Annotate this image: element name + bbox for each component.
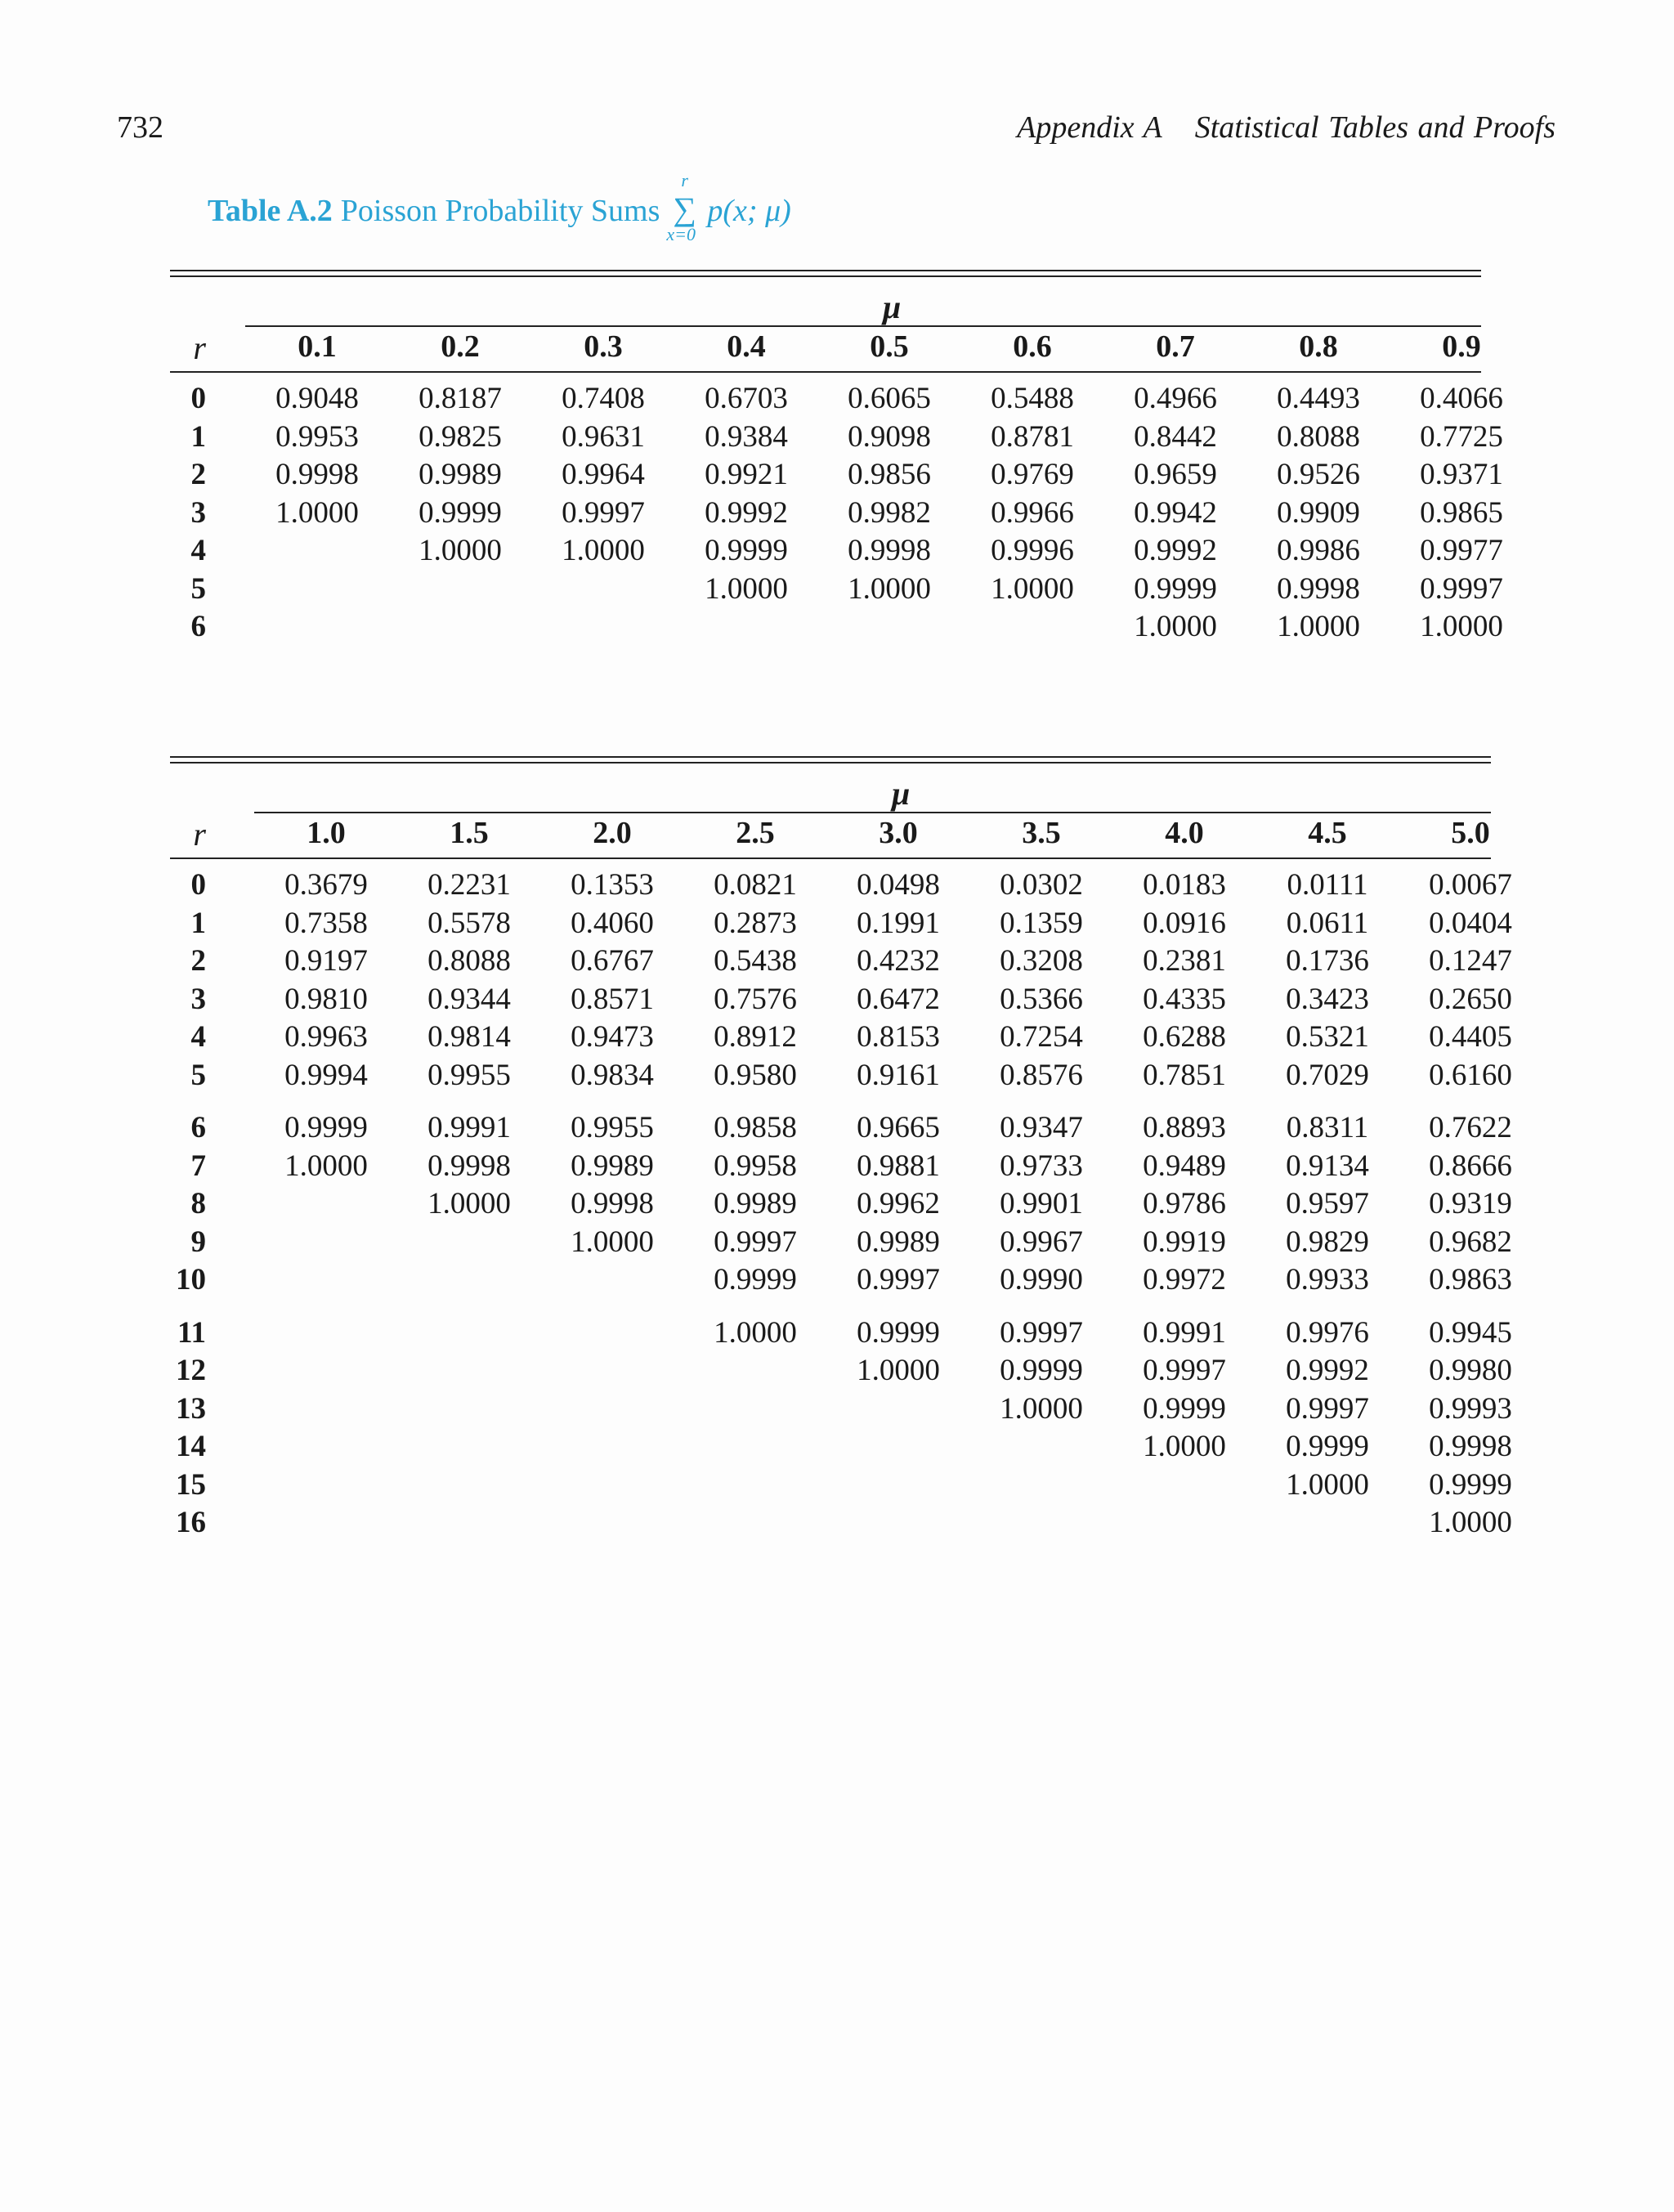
table-cell: 1.0000 [1143, 1430, 1226, 1463]
column-header: 0.8 [1299, 329, 1338, 364]
table-cell: 1.0000 [1277, 610, 1360, 643]
table-cell: 0.9384 [705, 419, 788, 454]
row-label-r: 9 [190, 1225, 206, 1259]
table-cell: 0.9999 [857, 1315, 940, 1350]
table-cell: 0.9991 [1143, 1315, 1226, 1350]
table-cell: 0.9901 [1000, 1187, 1083, 1220]
table-cell: 0.3208 [1000, 944, 1083, 978]
table-cell: 0.9953 [275, 419, 359, 454]
table-cell: 1.0000 [427, 1187, 511, 1220]
table-cell: 0.9982 [848, 495, 931, 530]
table-cell: 0.9998 [848, 534, 931, 567]
table-top-rule [170, 756, 1491, 763]
table-cell: 0.9992 [705, 495, 788, 530]
table-cell: 0.9986 [1277, 534, 1360, 567]
table-cell: 0.4335 [1143, 982, 1226, 1016]
table-cell: 1.0000 [284, 1149, 368, 1183]
table-caption-label: Table A.2 [208, 194, 333, 228]
table-cell: 0.9098 [848, 419, 931, 454]
column-header: 4.5 [1308, 816, 1347, 850]
table-cell: 0.7576 [714, 982, 797, 1016]
table-cell: 0.9997 [857, 1263, 940, 1296]
row-label-r: 2 [190, 458, 206, 491]
table-cell: 0.9990 [1000, 1263, 1083, 1296]
table-cell: 0.9958 [714, 1149, 797, 1183]
table-cell: 0.9863 [1429, 1263, 1512, 1296]
table-cell: 0.5321 [1286, 1020, 1369, 1054]
table-cell: 0.9489 [1143, 1149, 1226, 1183]
table-cell: 0.0821 [714, 868, 797, 902]
summation-upper-limit: r [681, 170, 688, 190]
column-header: 0.7 [1156, 329, 1195, 364]
table-cell: 0.7029 [1286, 1058, 1369, 1092]
column-header-row [170, 815, 1491, 851]
column-header: 2.0 [593, 816, 632, 850]
table-cell: 0.9991 [427, 1111, 511, 1144]
column-header: 3.5 [1022, 816, 1061, 850]
column-header: 0.4 [727, 329, 766, 364]
row-label-r: 3 [190, 982, 206, 1016]
table-caption [208, 170, 791, 244]
table-cell: 0.9909 [1277, 495, 1360, 530]
table-row [170, 943, 1512, 981]
table-cell: 0.9997 [714, 1225, 797, 1259]
table-cell: 0.9881 [857, 1149, 940, 1183]
table-cell: 0.5488 [991, 382, 1074, 415]
table-cell: 0.9999 [284, 1111, 368, 1144]
table-cell: 0.7725 [1420, 419, 1503, 454]
table-cell: 0.4405 [1429, 1020, 1512, 1054]
table-cell: 0.9997 [562, 495, 645, 530]
table-cell: 0.9966 [991, 495, 1074, 530]
table-cell: 0.8153 [857, 1020, 940, 1054]
table-row [170, 495, 1503, 533]
table-cell: 0.0611 [1286, 906, 1369, 940]
row-label-r: 0 [190, 868, 206, 902]
table-cell: 0.1247 [1429, 944, 1512, 978]
table-cell: 0.2650 [1429, 982, 1512, 1016]
mu-span-rule [254, 812, 1491, 813]
row-label-r: 10 [176, 1263, 206, 1296]
table-cell: 0.1353 [571, 868, 654, 902]
table-cell: 0.2873 [714, 906, 797, 940]
table-cell: 0.8781 [991, 419, 1074, 454]
probability-table-1 [170, 270, 1503, 692]
table-cell: 0.9972 [1143, 1263, 1226, 1296]
table-row [170, 867, 1512, 905]
table-cell: 0.3679 [284, 868, 368, 902]
table-cell: 0.0067 [1429, 868, 1512, 902]
table-cell: 0.9998 [1429, 1430, 1512, 1463]
column-header-row [170, 329, 1481, 365]
table-cell: 0.9919 [1143, 1225, 1226, 1259]
table-row [170, 982, 1512, 1019]
table-cell: 0.8576 [1000, 1058, 1083, 1092]
table-cell: 0.9945 [1429, 1315, 1512, 1350]
table-cell: 0.9976 [1286, 1315, 1369, 1350]
table-cell: 0.0498 [857, 868, 940, 902]
table-cell: 0.9347 [1000, 1111, 1083, 1144]
table-cell: 0.8088 [427, 944, 511, 978]
table-cell: 1.0000 [275, 495, 359, 530]
table-cell: 1.0000 [714, 1315, 797, 1350]
row-label-r: 4 [190, 534, 206, 567]
row-label-r: 5 [190, 571, 206, 606]
row-label-r: 5 [190, 1058, 206, 1092]
table-row [170, 1058, 1512, 1095]
table-cell: 0.0404 [1429, 906, 1512, 940]
table-row [170, 457, 1503, 495]
running-head [1017, 110, 1555, 146]
table-cell: 0.1991 [857, 906, 940, 940]
table-cell: 0.8088 [1277, 419, 1360, 454]
mu-group-label: μ [892, 775, 911, 812]
table-cell: 0.7358 [284, 906, 368, 940]
row-label-r: 6 [190, 610, 206, 643]
table-top-rule [170, 270, 1481, 277]
row-label-r: 7 [190, 1149, 206, 1183]
table-cell: 0.5578 [427, 906, 511, 940]
table-cell: 1.0000 [1420, 610, 1503, 643]
table-cell: 1.0000 [571, 1225, 654, 1259]
table-cell: 0.9865 [1420, 495, 1503, 530]
table-cell: 0.9955 [571, 1111, 654, 1144]
row-header-r: r [193, 329, 206, 366]
table-cell: 0.2231 [427, 868, 511, 902]
table-cell: 0.9999 [1134, 571, 1217, 606]
table-cell: 0.3423 [1286, 982, 1369, 1016]
table-cell: 0.9631 [562, 419, 645, 454]
table-row [170, 906, 1512, 943]
table-cell: 0.9955 [427, 1058, 511, 1092]
table-cell: 0.6160 [1429, 1058, 1512, 1092]
table-row [170, 1353, 1512, 1390]
table-cell: 0.9999 [705, 534, 788, 567]
table-cell: 0.4493 [1277, 382, 1360, 415]
row-header-r: r [193, 816, 206, 853]
table-cell: 0.9994 [284, 1058, 368, 1092]
row-label-r: 4 [190, 1020, 206, 1054]
table-cell: 0.6065 [848, 382, 931, 415]
table-row [170, 419, 1503, 457]
table-row [170, 1262, 1512, 1300]
table-cell: 0.4232 [857, 944, 940, 978]
table-cell: 0.8311 [1286, 1111, 1369, 1144]
table-cell: 0.9834 [571, 1058, 654, 1092]
column-header: 0.1 [298, 329, 337, 364]
table-cell: 0.9967 [1000, 1225, 1083, 1259]
row-label-r: 2 [190, 944, 206, 978]
table-cell: 0.0111 [1287, 868, 1368, 902]
table-cell: 0.9999 [1429, 1467, 1512, 1502]
probability-table-2 [170, 756, 1512, 1558]
column-header: 4.0 [1165, 816, 1204, 850]
table-row [170, 571, 1503, 609]
table-cell: 0.9344 [427, 982, 511, 1016]
table-cell: 0.9319 [1429, 1187, 1512, 1220]
table-row [170, 609, 1503, 647]
table-cell: 0.9580 [714, 1058, 797, 1092]
table-cell: 0.9856 [848, 458, 931, 491]
table-cell: 0.9989 [857, 1225, 940, 1259]
table-row [170, 1505, 1512, 1543]
table-cell: 0.6767 [571, 944, 654, 978]
column-header: 0.9 [1442, 329, 1481, 364]
row-label-r: 0 [190, 382, 206, 415]
table-cell: 0.9992 [1134, 534, 1217, 567]
table-cell: 1.0000 [1429, 1506, 1512, 1539]
summation-symbol: r ∑ x=0 [666, 170, 696, 244]
table-row [170, 1429, 1512, 1466]
table-cell: 0.9829 [1286, 1225, 1369, 1259]
table-cell: 0.9682 [1429, 1225, 1512, 1259]
table-cell: 1.0000 [418, 534, 502, 567]
summation-lower-limit: x=0 [666, 224, 696, 244]
table-cell: 0.0916 [1143, 906, 1226, 940]
table-cell: 0.9659 [1134, 458, 1217, 491]
table-cell: 0.7622 [1429, 1111, 1512, 1144]
running-head-title: Statistical Tables and Proofs [1194, 110, 1555, 145]
row-label-r: 14 [176, 1430, 206, 1463]
table-cell: 0.0302 [1000, 868, 1083, 902]
mu-group-label: μ [883, 289, 902, 325]
page-number: 732 [117, 110, 163, 145]
table-cell: 0.7851 [1143, 1058, 1226, 1092]
table-cell: 0.9134 [1286, 1149, 1369, 1183]
table-cell: 0.9942 [1134, 495, 1217, 530]
column-header: 3.0 [879, 816, 918, 850]
table-cell: 0.9810 [284, 982, 368, 1016]
table-row [170, 1110, 1512, 1148]
table-cell: 1.0000 [1134, 610, 1217, 643]
table-cell: 0.9980 [1429, 1354, 1512, 1387]
table-row [170, 1391, 1512, 1429]
table-row [170, 1467, 1512, 1505]
row-label-r: 11 [177, 1315, 206, 1350]
table-cell: 0.9733 [1000, 1149, 1083, 1183]
table-cell: 1.0000 [1286, 1467, 1369, 1502]
table-cell: 0.9048 [275, 382, 359, 415]
table-cell: 0.9921 [705, 458, 788, 491]
table-cell: 0.9999 [1286, 1430, 1369, 1463]
table-cell: 0.9996 [991, 534, 1074, 567]
column-header: 1.0 [307, 816, 346, 850]
table-cell: 0.9197 [284, 944, 368, 978]
table-cell: 0.9371 [1420, 458, 1503, 491]
row-label-r: 15 [176, 1467, 206, 1502]
table-row [170, 1149, 1512, 1186]
table-cell: 0.9814 [427, 1020, 511, 1054]
column-header: 0.5 [870, 329, 909, 364]
table-cell: 0.9998 [1277, 571, 1360, 606]
column-header: 0.3 [584, 329, 623, 364]
table-cell: 0.9161 [857, 1058, 940, 1092]
table-cell: 1.0000 [991, 571, 1074, 606]
table-cell: 1.0000 [705, 571, 788, 606]
table-cell: 0.9989 [714, 1187, 797, 1220]
table-cell: 0.5438 [714, 944, 797, 978]
table-cell: 0.5366 [1000, 982, 1083, 1016]
header-rule [170, 371, 1481, 373]
table-cell: 0.1359 [1000, 906, 1083, 940]
table-cell: 0.9998 [275, 458, 359, 491]
table-cell: 0.9933 [1286, 1263, 1369, 1296]
header-rule [170, 857, 1491, 859]
table-cell: 0.7254 [1000, 1020, 1083, 1054]
table-cell: 0.9999 [1000, 1354, 1083, 1387]
table-row [170, 533, 1503, 571]
table-cell: 0.9997 [1000, 1315, 1083, 1350]
table-row [170, 1225, 1512, 1262]
table-caption-text: Poisson Probability Sums [340, 194, 660, 228]
table-cell: 0.9992 [1286, 1354, 1369, 1387]
table-cell: 0.4966 [1134, 382, 1217, 415]
table-cell: 0.9989 [418, 458, 502, 491]
summation-expression: p(x; μ) [707, 194, 791, 228]
table-cell: 1.0000 [562, 534, 645, 567]
table-cell: 0.9964 [562, 458, 645, 491]
running-head-appendix: Appendix A [1017, 110, 1162, 145]
table-cell: 0.8187 [418, 382, 502, 415]
table-cell: 0.8571 [571, 982, 654, 1016]
row-label-r: 13 [176, 1391, 206, 1426]
table-cell: 0.9526 [1277, 458, 1360, 491]
table-cell: 0.8912 [714, 1020, 797, 1054]
table-cell: 0.1736 [1286, 944, 1369, 978]
row-label-r: 3 [190, 495, 206, 530]
table-cell: 0.4066 [1420, 382, 1503, 415]
table-cell: 0.9997 [1143, 1354, 1226, 1387]
table-cell: 0.9999 [714, 1263, 797, 1296]
table-cell: 0.9997 [1286, 1391, 1369, 1426]
row-label-r: 6 [190, 1111, 206, 1144]
row-label-r: 1 [190, 906, 206, 940]
row-label-r: 1 [190, 419, 206, 454]
table-cell: 0.9858 [714, 1111, 797, 1144]
column-header: 1.5 [450, 816, 489, 850]
row-label-r: 8 [190, 1187, 206, 1220]
table-cell: 1.0000 [1000, 1391, 1083, 1426]
table-cell: 1.0000 [848, 571, 931, 606]
table-cell: 0.9989 [571, 1149, 654, 1183]
table-cell: 0.8893 [1143, 1111, 1226, 1144]
table-cell: 0.9786 [1143, 1187, 1226, 1220]
table-cell: 0.9998 [427, 1149, 511, 1183]
column-header: 5.0 [1451, 816, 1490, 850]
table-cell: 0.9999 [1143, 1391, 1226, 1426]
table-cell: 0.9977 [1420, 534, 1503, 567]
table-cell: 0.9825 [418, 419, 502, 454]
table-cell: 0.9999 [418, 495, 502, 530]
table-row [170, 1315, 1512, 1353]
column-header: 0.2 [441, 329, 480, 364]
table-row [170, 1186, 1512, 1224]
mu-span-rule [245, 325, 1481, 327]
table-cell: 0.6472 [857, 982, 940, 1016]
column-header: 0.6 [1013, 329, 1052, 364]
table-cell: 0.4060 [571, 906, 654, 940]
table-cell: 0.9998 [571, 1187, 654, 1220]
table-cell: 0.9769 [991, 458, 1074, 491]
table-cell: 0.7408 [562, 382, 645, 415]
table-cell: 0.9665 [857, 1111, 940, 1144]
table-cell: 0.9597 [1286, 1187, 1369, 1220]
table-cell: 0.8442 [1134, 419, 1217, 454]
table-cell: 0.0183 [1143, 868, 1226, 902]
table-cell: 0.6703 [705, 382, 788, 415]
table-cell: 0.9962 [857, 1187, 940, 1220]
table-cell: 0.9993 [1429, 1391, 1512, 1426]
row-label-r: 16 [176, 1506, 206, 1539]
table-cell: 0.9997 [1420, 571, 1503, 606]
table-cell: 0.9963 [284, 1020, 368, 1054]
row-label-r: 12 [176, 1354, 206, 1387]
table-cell: 0.2381 [1143, 944, 1226, 978]
table-cell: 1.0000 [857, 1354, 940, 1387]
table-cell: 0.8666 [1429, 1149, 1512, 1183]
table-cell: 0.6288 [1143, 1020, 1226, 1054]
table-cell: 0.9473 [571, 1020, 654, 1054]
column-header: 2.5 [736, 816, 775, 850]
table-row [170, 381, 1503, 419]
table-row [170, 1019, 1512, 1057]
